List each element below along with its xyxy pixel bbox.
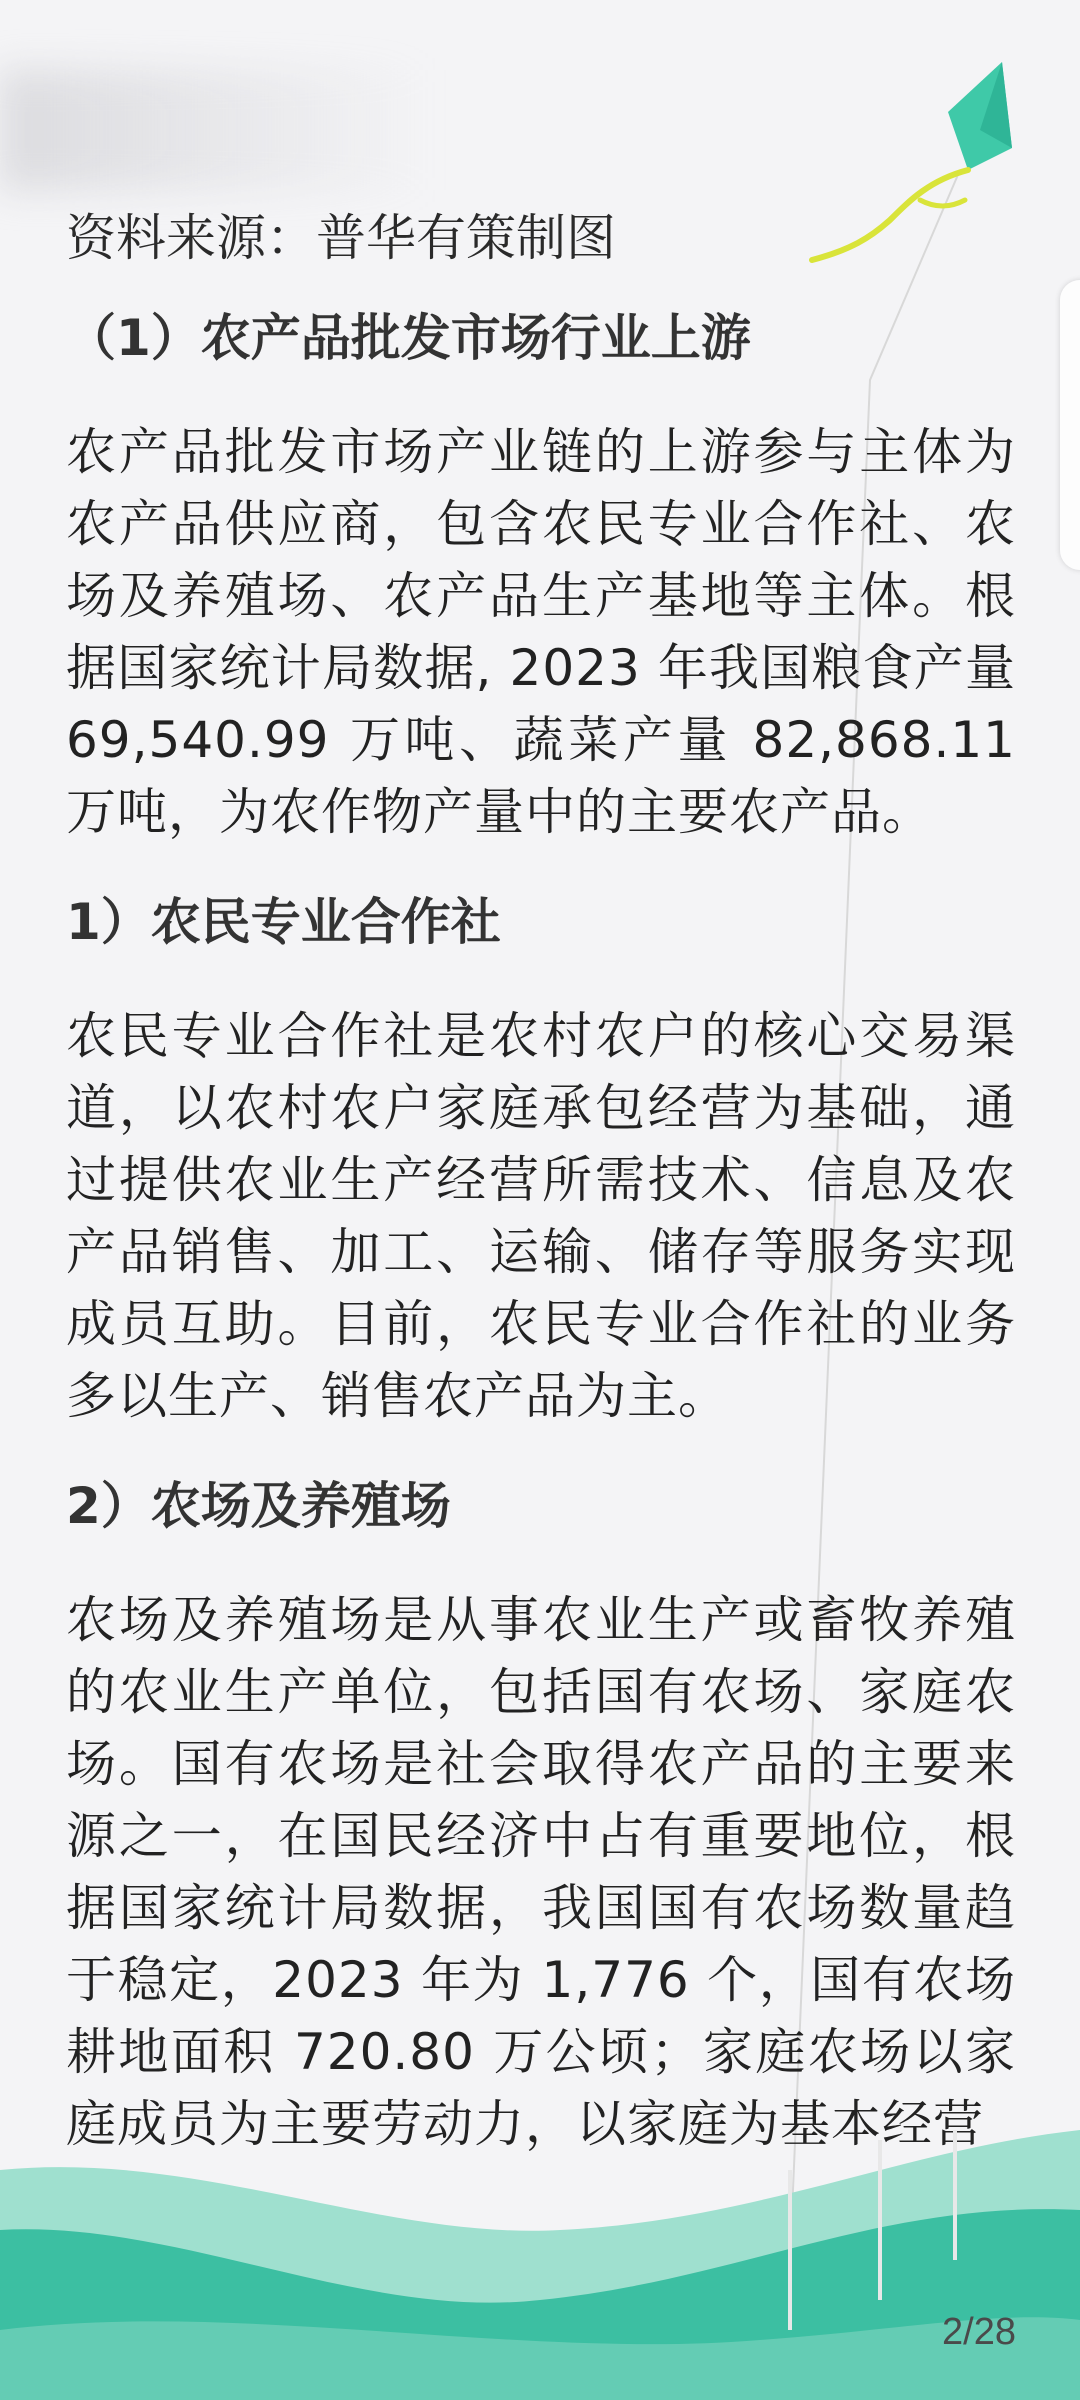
side-handle [1060,280,1080,570]
paragraph-cooperatives: 农民专业合作社是农村农户的核心交易渠道，以农村农户家庭承包经营为基础，通过提供农业生产经营所需技术、信息及农产品销售、加工、运输、储存等服务实现成员互助。目前，农民专业合作社的业务多以生产、销售农产品为主。 [66,1007,1016,1425]
paragraph-upstream-intro: 农产品批发市场产业链的上游参与主体为农产品供应商，包含农民专业合作社、农场及养殖场、农产品生产基地等主体。根据国家统计局数据, 2023 年我国粮食产量 69,540.99 万吨、蔬菜产量 82,868.11 万吨，为农作物产量中的主要农产品。 [66,423,1016,841]
background-blur [0,70,430,190]
section-heading: （1）农产品批发市场行业上游 [66,309,751,367]
source-caption: 资料来源：普华有策制图 [66,209,616,267]
paragraph-farms: 农场及养殖场是从事农业生产或畜牧养殖的农业生产单位，包括国有农场、家庭农场。国有农场是社会取得农产品的主要来源之一，在国民经济中占有重要地位，根据国家统计局数据，我国国有农场数量趋于稳定，2023 年为 1,776 个，国有农场耕地面积 720.80 万公顷；家庭农场以家庭成员为主要劳动力，以家庭为基本经营 [66,1591,1016,2153]
wave-decoration-icon [0,2000,1080,2400]
subheading-cooperatives: 1）农民专业合作社 [66,893,501,951]
page-indicator: 2/28 [942,2311,1016,2353]
article-content [66,200,1016,2160]
subheading-farms: 2）农场及养殖场 [66,1477,451,1535]
